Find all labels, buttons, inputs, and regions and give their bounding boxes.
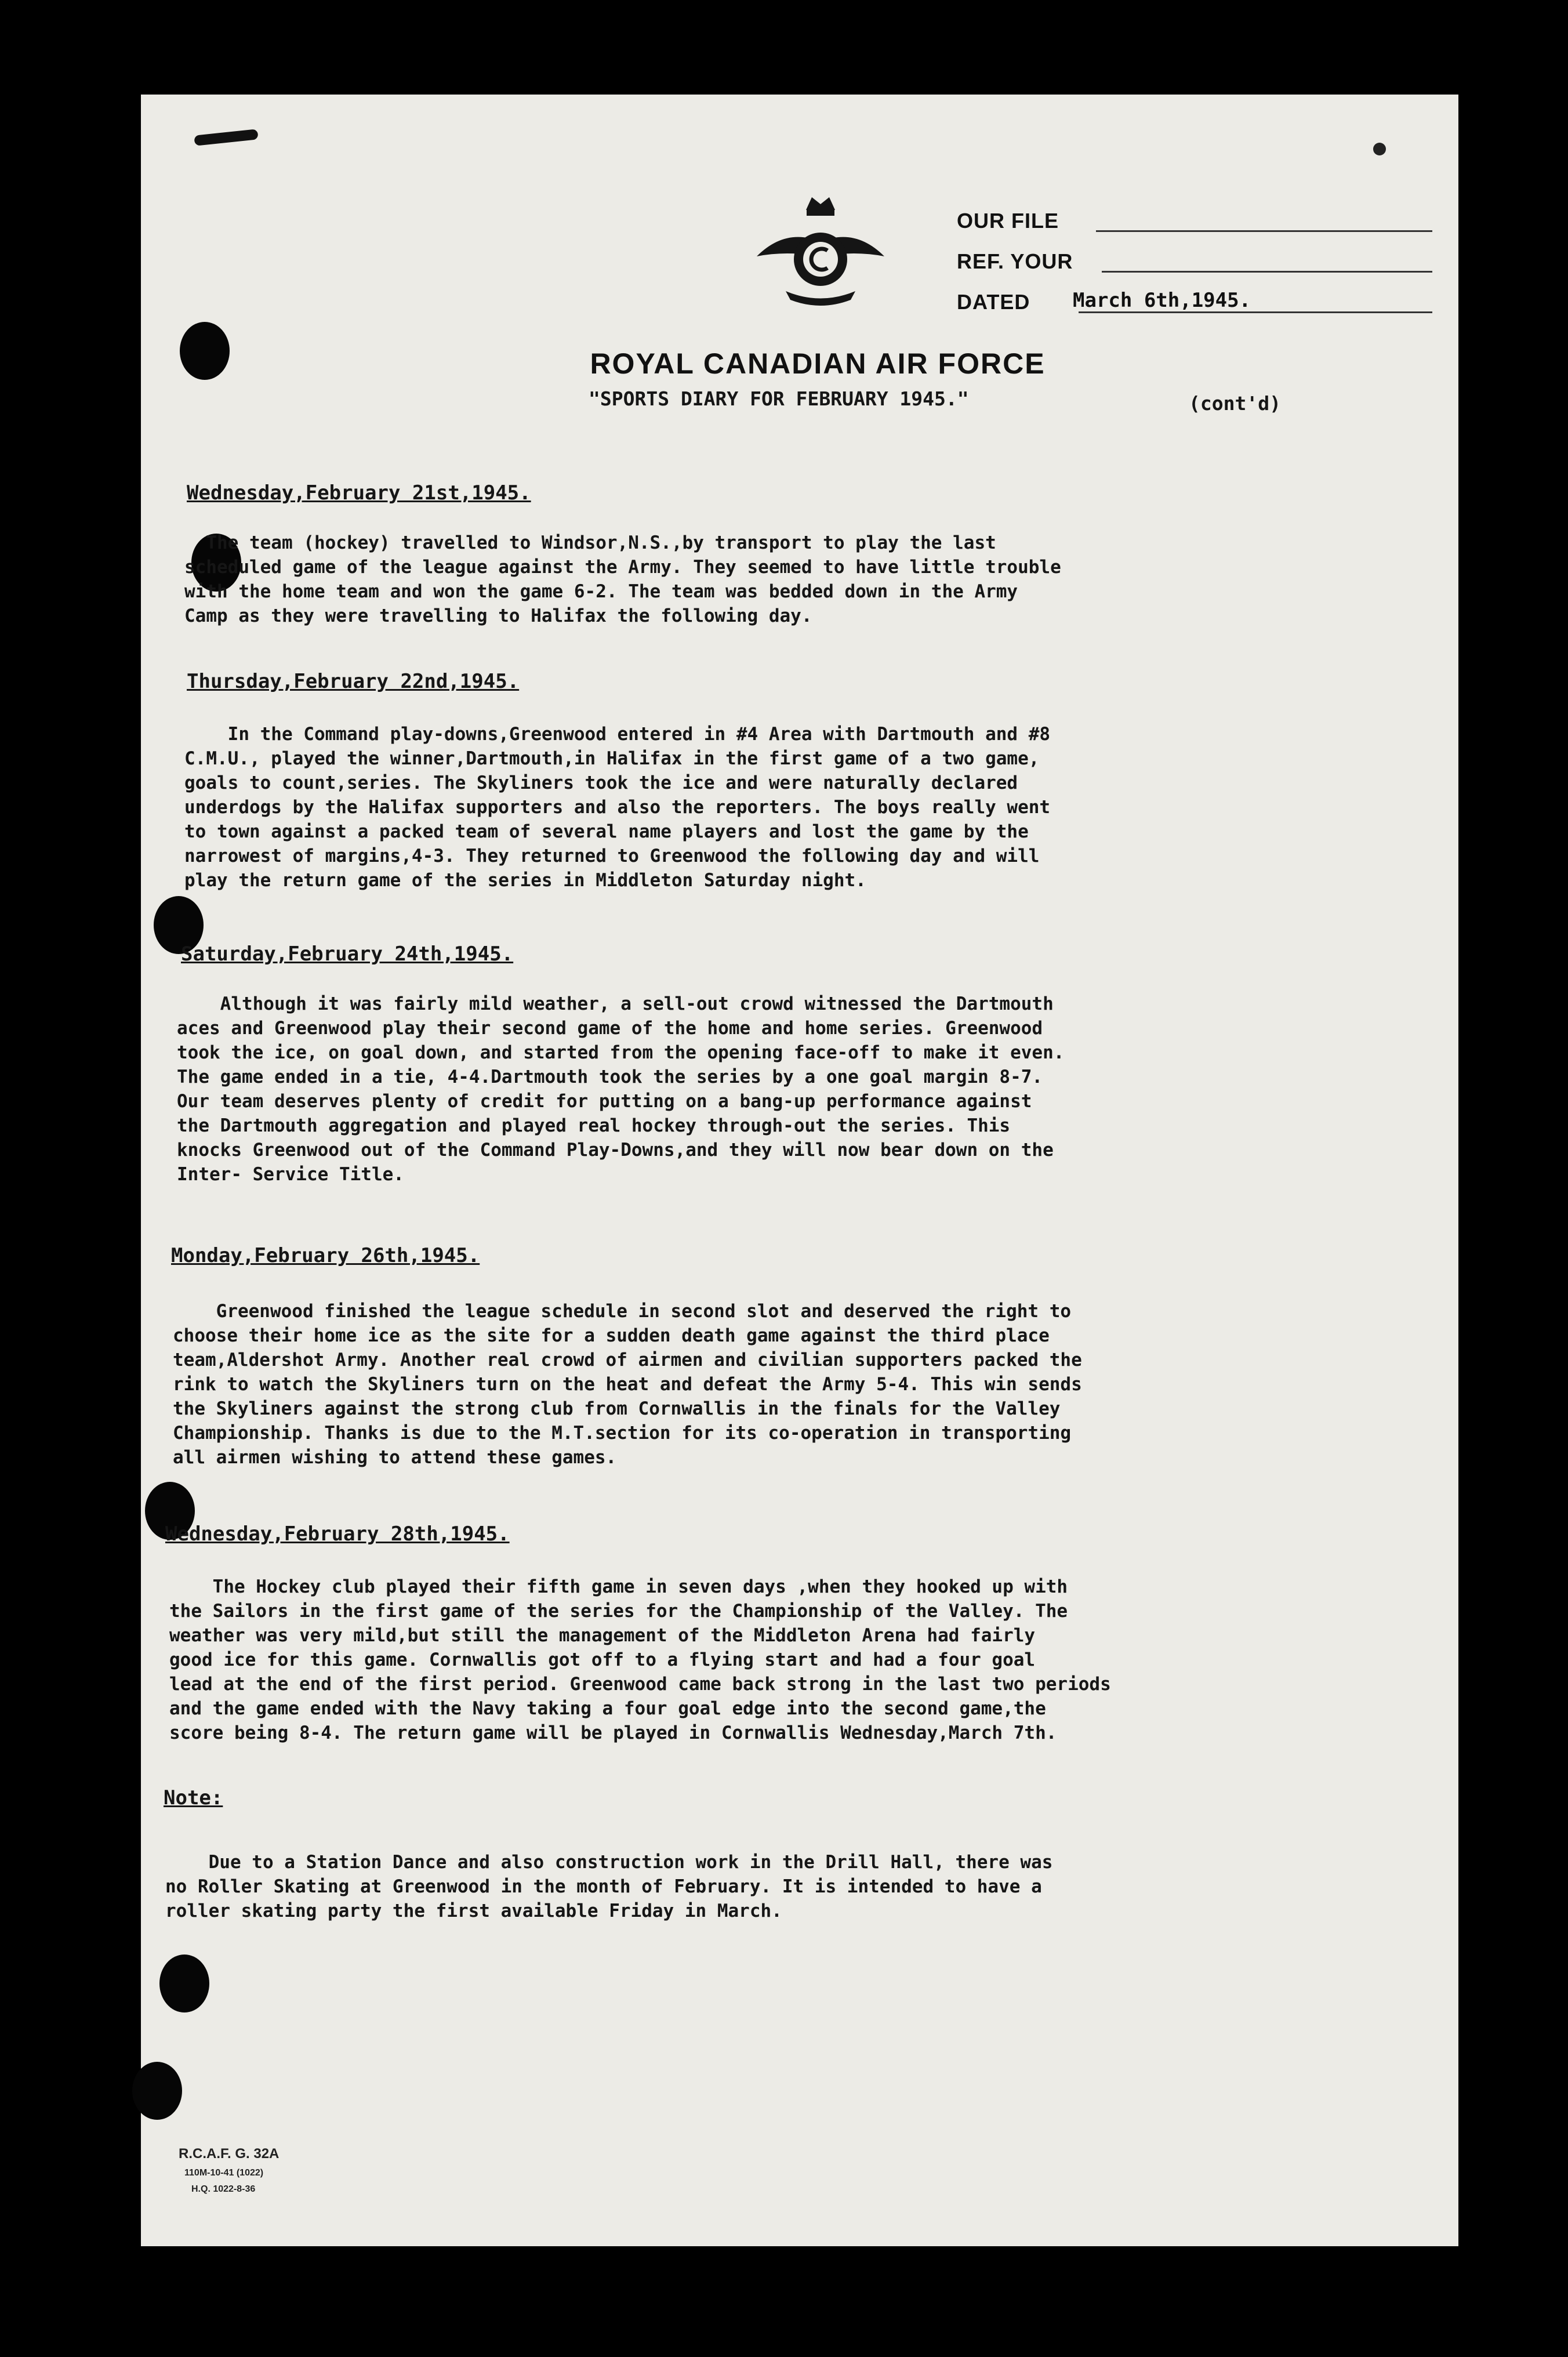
entry-text: The team (hockey) travelled to Windsor,N.S.,by transport to play the last scheduled game of the league against the Army. They seemed to have little trouble with the home team and won the game 6-2. The team was bedded down in the Army Camp as they were travelling to Halifax the following day.: [184, 532, 1061, 626]
footer-print-code: 110M-10-41 (1022): [184, 2168, 264, 2178]
dated-row: [957, 277, 1432, 318]
entry-heading: Wednesday,February 21st,1945.: [187, 481, 531, 505]
entry-text: In the Command play-downs,Greenwood entered in #4 Area with Dartmouth and #8 C.M.U., played the winner,Dartmouth,in Halifax in the first game of a two game, goals to count,series. The Skyliners took the ice and were naturally declared underdogs by the Halifax supporters and also the reporters. The boys really went to town against a packed team of several name players and lost the game by the narrowest of margins,4-3. They returned to Greenwood the following day and will play the return game of the series in Middleton Saturday night.: [184, 724, 1051, 891]
entry-heading: Thursday,February 22nd,1945.: [187, 670, 520, 693]
dated-value: March 6th,1945.: [1073, 289, 1251, 312]
entry-text: Greenwood finished the league schedule in second slot and deserved the right to choose their home ice as the site for a sudden death game against the third place team,Aldershot Army. Another real crowd of airmen and civilian supporters packed the rink to watch the Skyliners turn on the heat and defeat the Army 5-4. This win sends the Skyliners against the strong club from Cornwallis in the finals for the Valley Championship. Thanks is due to the M.T.section for its co-operation in transporting all airmen wishing to attend these games.: [173, 1301, 1082, 1468]
our-file-line: [1096, 230, 1432, 232]
punch-hole: [180, 322, 230, 380]
entry-heading: Saturday,February 24th,1945.: [181, 942, 514, 966]
form-number: R.C.A.F. G. 32A: [179, 2146, 280, 2162]
punch-hole: [159, 1955, 209, 2012]
note-heading: Note:: [164, 1786, 223, 1810]
ink-dot: [1373, 143, 1386, 155]
continued-label: (cont'd): [1189, 392, 1281, 415]
ref-your-label: REF. YOUR: [957, 249, 1073, 273]
note-text: Due to a Station Dance and also construction work in the Drill Hall, there was no Roller Skating at Greenwood in the month of February. It is intended to have a roller skating party the first available Friday in March.: [165, 1852, 1053, 1921]
our-file-row: [957, 196, 1432, 237]
document-subtitle: "SPORTS DIARY FOR FEBRUARY 1945.": [589, 387, 969, 410]
entry-text: The Hockey club played their fifth game in seven days ,when they hooked up with the Sailors in the first game of the series for the Championship of the Valley. The weather was very mild,but still the management of the Middleton Arena had fairly good ice for this game. Cornwallis got off to a flying start and had a four goal lead at the end of the first period. Greenwood came back strong in the last two periods and the game ended with the Navy taking a four goal edge into the second game,the score being 8-4. The return game will be played in Cornwallis Wednesday,March 7th.: [169, 1576, 1111, 1743]
organization-title: ROYAL CANADIAN AIR FORCE: [590, 347, 1046, 380]
ref-your-row: [957, 237, 1432, 277]
footer-hq-code: H.Q. 1022-8-36: [191, 2184, 256, 2194]
punch-hole: [132, 2062, 182, 2120]
ref-your-line: [1102, 271, 1432, 273]
dated-label: DATED: [957, 290, 1030, 314]
rcaf-crest-emblem: [751, 187, 890, 326]
entry-text: Although it was fairly mild weather, a sell-out crowd witnessed the Dartmouth aces and Greenwood play their second game of the home and home series. Greenwood took the ice, on goal down, and started from the opening face-off to make it even. The game ended in a tie, 4-4.Dartmouth took the series by a one goal margin 8-7. Our team deserves plenty of credit for putting on a bang-up performance against the Dartmouth aggregation and played real hockey through-out the series. This knocks Greenwood out of the Command Play-Downs,and they will now bear down on the Inter- Service Title.: [177, 993, 1065, 1185]
entry-heading: Wednesday,February 28th,1945.: [165, 1522, 510, 1546]
our-file-label: OUR FILE: [957, 209, 1059, 233]
entry-heading: Monday,February 26th,1945.: [171, 1244, 480, 1267]
